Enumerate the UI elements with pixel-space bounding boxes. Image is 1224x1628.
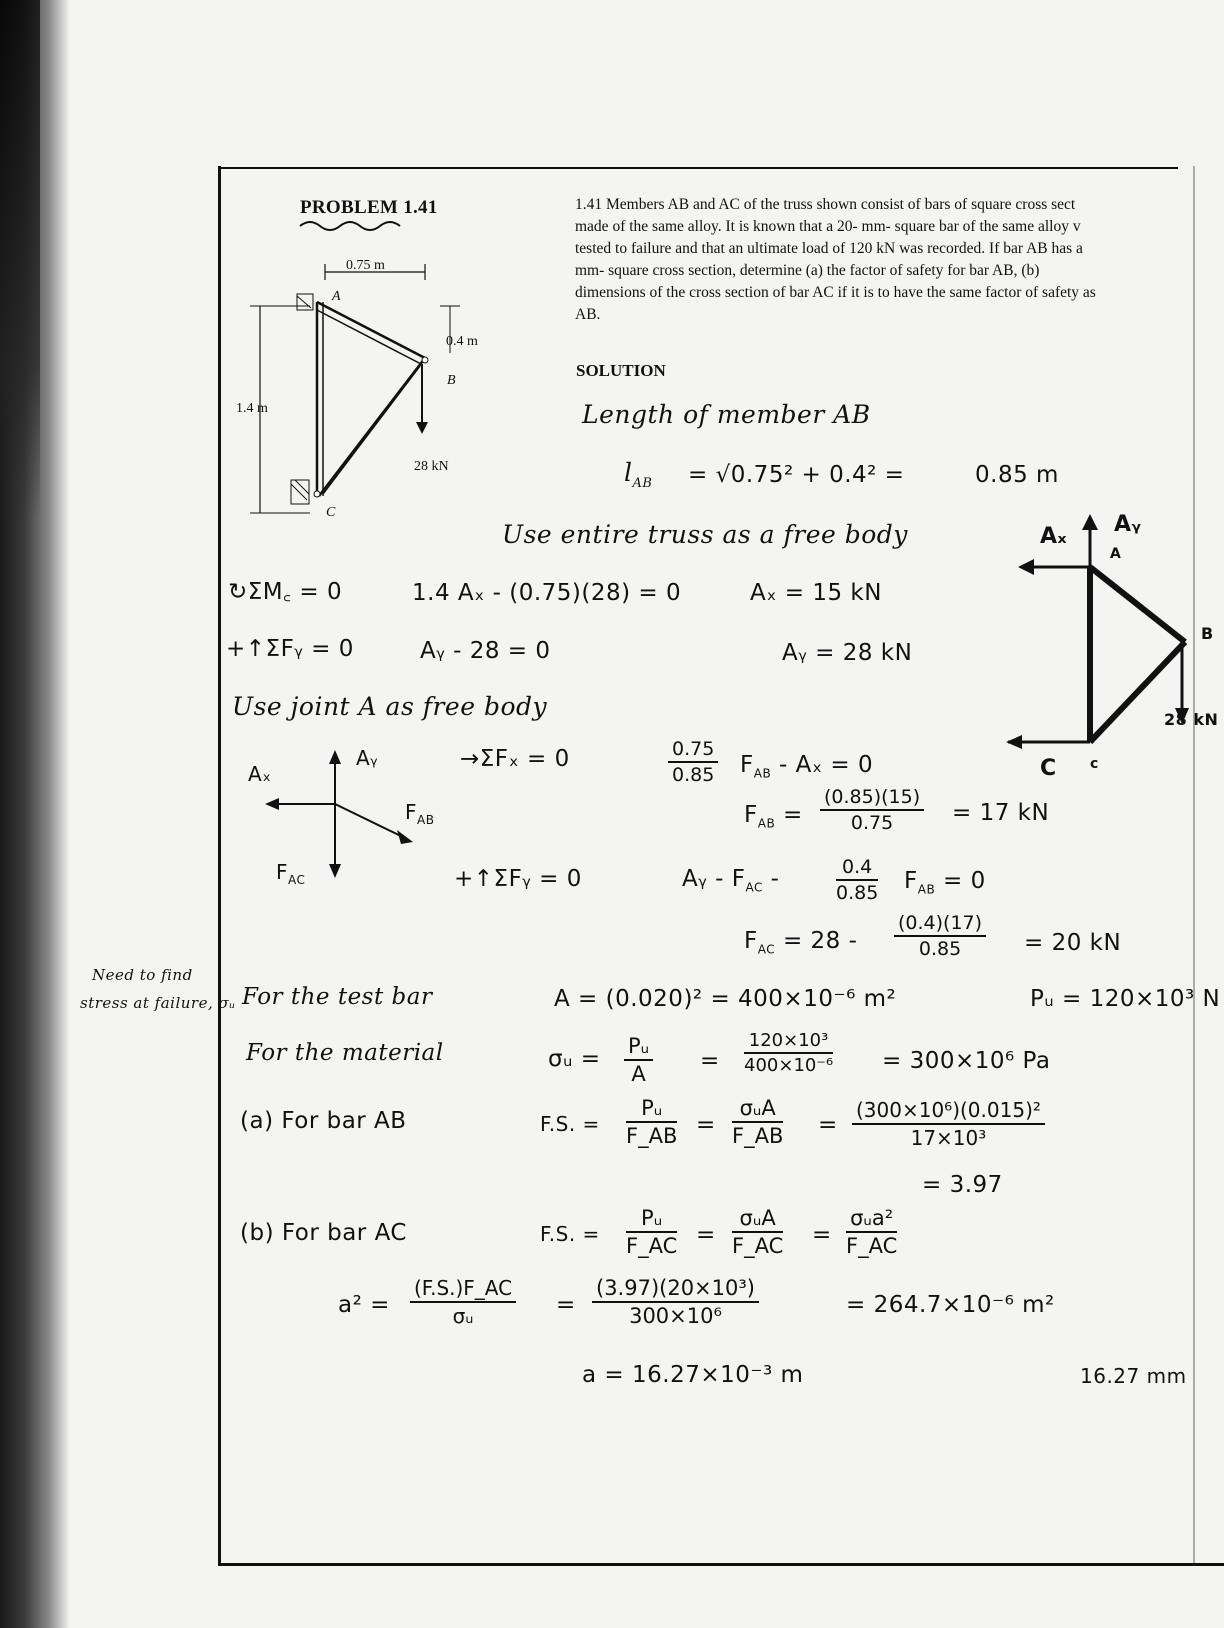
fbd-fac-sub: AC — [288, 873, 306, 887]
fraction-denominator: σᵤ — [452, 1304, 474, 1328]
fbd-fac-symbol: F — [276, 860, 289, 884]
fy2-tail — [904, 868, 986, 897]
problem-statement — [575, 194, 1224, 326]
a2-equals: = — [556, 1292, 576, 1318]
fraction-numerator: (F.S.)F_AC — [410, 1276, 516, 1303]
fac-fraction — [894, 912, 986, 960]
fy-expression: Aᵧ - 28 = 0 — [420, 638, 551, 664]
fraction-numerator: Pᵤ — [626, 1096, 677, 1123]
fbd2-c-force-label: C — [1040, 756, 1057, 781]
problem-title: PROBLEM 1.41 — [300, 197, 438, 218]
fs-a-label: F.S. = — [540, 1112, 600, 1136]
truss-figure — [225, 258, 485, 528]
fx-term-sub: AB — [753, 766, 772, 781]
fraction-numerator: σᵤa² — [846, 1206, 897, 1233]
sigma-fraction — [624, 1034, 653, 1086]
fraction-numerator: Pᵤ — [624, 1034, 653, 1061]
fraction-denominator: 0.85 — [918, 938, 962, 960]
fx-fraction — [668, 738, 718, 786]
sum-fy2-label: +↑ΣFᵧ = 0 — [454, 866, 582, 892]
fac-equals: = 28 - — [782, 928, 858, 954]
truss-fbd — [1010, 512, 1200, 742]
fbd2-a-label: A — [1110, 546, 1122, 562]
sigma-equals: = — [700, 1048, 720, 1074]
margin-note-line1: Need to find — [92, 966, 193, 984]
fraction-denominator: F_AC — [732, 1234, 784, 1258]
fraction-denominator: F_AC — [846, 1234, 898, 1258]
fab-fraction — [820, 786, 924, 834]
statement-line: made of the same alloy. It is known that a 20- mm- square bar of the same alloy v — [575, 218, 1081, 235]
sigma-lhs: σᵤ = — [548, 1046, 601, 1072]
margin-note-line2: stress at failure, σᵤ — [80, 994, 236, 1012]
fraction-numerator: (300×10⁶)(0.015)² — [852, 1098, 1045, 1125]
fbd-ax-label: Aₓ — [248, 762, 272, 786]
fraction-denominator: 400×10⁻⁶ — [744, 1055, 834, 1076]
fs-a-equals-2: = — [818, 1112, 838, 1138]
fab-lhs-symbol: F — [744, 802, 758, 828]
fraction-numerator: (0.85)(15) — [820, 786, 924, 811]
fs-b-equals-2: = — [812, 1222, 832, 1248]
fy2-expression — [682, 866, 779, 895]
test-bar-area: A = (0.020)² = 400×10⁻⁶ m² — [554, 986, 897, 1012]
fac-result: = 20 kN — [1024, 930, 1122, 956]
a2-lhs: a² = — [338, 1292, 390, 1318]
fbd2-load-label: 28 kN — [1164, 710, 1219, 729]
fab-result: = 17 kN — [952, 800, 1050, 826]
fs-a-fraction-2 — [732, 1096, 783, 1148]
fs-a-equals-1: = — [696, 1112, 716, 1138]
part-b-label: (b) For bar AC — [240, 1220, 407, 1246]
fraction-denominator: 0.85 — [672, 764, 715, 786]
fbd-fab-symbol: F — [405, 800, 418, 824]
point-b-label: B — [447, 373, 456, 388]
moment-equation-label: ↻ΣM꜀ = 0 — [228, 579, 343, 605]
a-mm-result: 16.27 mm — [1080, 1364, 1187, 1388]
fraction-denominator: F_AB — [732, 1124, 784, 1148]
dim-vertical-long-label: 1.4 m — [236, 401, 268, 416]
length-lhs-symbol: l — [624, 458, 633, 487]
fac-lhs-sub: AC — [757, 942, 776, 957]
title-underline-squiggle — [298, 218, 408, 232]
fraction-numerator: σᵤA — [732, 1096, 783, 1123]
load-label: 28 kN — [414, 459, 449, 474]
sum-fy-label: +↑ΣFᵧ = 0 — [226, 636, 354, 662]
fs-b-fraction-3 — [846, 1206, 897, 1258]
fraction-numerator: Pᵤ — [626, 1206, 677, 1233]
statement-line: dimensions of the cross section of bar AC if it is to have the same factor of safety as — [575, 284, 1096, 301]
a2-fraction-2 — [592, 1276, 759, 1328]
sum-fx-label: →ΣFₓ = 0 — [460, 746, 570, 772]
dim-vertical-short-label: 0.4 m — [446, 334, 478, 349]
fraction-denominator: A — [631, 1062, 646, 1086]
fs-b-fraction-2 — [732, 1206, 783, 1258]
moment-expression: 1.4 Aₓ - (0.75)(28) = 0 — [412, 580, 682, 606]
sigma-result: = 300×10⁶ Pa — [882, 1048, 1051, 1074]
fy2-tail-symbol: F — [904, 868, 918, 894]
frame-right-border — [1193, 166, 1195, 1566]
ay-result: Aᵧ = 28 kN — [782, 640, 913, 666]
length-lhs-sub: AB — [632, 476, 653, 491]
fraction-denominator: 300×10⁶ — [629, 1304, 722, 1328]
fab-lhs-sub: AB — [757, 816, 776, 831]
fraction-denominator: F_AC — [626, 1234, 678, 1258]
fy2-minus: - — [770, 866, 780, 892]
top-rule — [220, 167, 1178, 169]
frame-left-border — [218, 166, 221, 1566]
fbd-fac-label — [276, 860, 305, 887]
fraction-numerator: 120×10³ — [744, 1030, 833, 1054]
sigma-fraction-2 — [744, 1030, 833, 1076]
fab-equals: = — [783, 802, 803, 828]
fx-term — [740, 752, 873, 781]
a2-result: = 264.7×10⁻⁶ m² — [846, 1292, 1055, 1318]
fraction-numerator: 0.4 — [836, 856, 878, 881]
fraction-numerator: (0.4)(17) — [894, 912, 986, 937]
dim-horizontal-label: 0.75 m — [346, 258, 385, 273]
fs-a-fraction-3 — [852, 1098, 1045, 1150]
part-a-label: (a) For bar AB — [240, 1108, 407, 1134]
ax-result: Aₓ = 15 kN — [750, 580, 882, 606]
use-joint-note: Use joint A as free body — [232, 692, 548, 721]
a-result: a = 16.27×10⁻³ m — [582, 1362, 804, 1388]
fx-term-symbol: F — [740, 752, 754, 778]
fbd-fab-sub: AB — [417, 813, 435, 827]
point-a-label: A — [332, 289, 341, 304]
fbd2-ax-label: Aₓ — [1040, 524, 1068, 549]
fab-lhs — [744, 802, 803, 831]
fraction-denominator: 0.75 — [850, 812, 894, 834]
point-c-label: C — [326, 505, 336, 520]
statement-line: AB. — [575, 306, 601, 323]
length-equation: = √0.75² + 0.4² = — [688, 462, 905, 488]
test-bar-label: For the test bar — [242, 984, 433, 1010]
fy2-fraction — [836, 856, 878, 904]
fraction-numerator: σᵤA — [732, 1206, 783, 1233]
fac-lhs-symbol: F — [744, 928, 758, 954]
fy2-end: = 0 — [943, 868, 986, 894]
material-label: For the material — [246, 1040, 444, 1066]
fbd-fab-label — [405, 800, 434, 827]
fs-a-result: = 3.97 — [922, 1172, 1003, 1198]
frame-bottom-border — [218, 1563, 1224, 1566]
statement-line: tested to failure and that an ultimate load of 120 kN was recorded. If bar AB has a — [575, 240, 1083, 257]
fraction-denominator: 0.85 — [836, 882, 879, 904]
fy2-expression-text: Aᵧ - F — [682, 866, 746, 892]
scan-shadow-top — [0, 0, 40, 520]
fx-term-tail: - Aₓ = 0 — [779, 752, 874, 778]
fbd2-b-label: B — [1201, 624, 1214, 643]
length-result: 0.85 m — [975, 462, 1059, 488]
fraction-denominator: 17×10³ — [910, 1126, 987, 1150]
solution-heading: SOLUTION — [576, 361, 666, 380]
fraction-numerator: (3.97)(20×10³) — [592, 1276, 759, 1303]
test-bar-load: Pᵤ = 120×10³ N — [1030, 986, 1221, 1012]
statement-line: 1.41 Members AB and AC of the truss shown consist of bars of square cross sect — [575, 196, 1076, 213]
fraction-numerator: 0.75 — [668, 738, 718, 763]
fs-b-equals-1: = — [696, 1222, 716, 1248]
a2-fraction-1 — [410, 1276, 516, 1328]
length-lhs — [624, 458, 652, 491]
fs-b-label: F.S. = — [540, 1222, 600, 1246]
statement-line: mm- square cross section, determine (a) the factor of safety for bar AB, (b) — [575, 262, 1040, 279]
fy2-tail-sub: AB — [917, 882, 936, 897]
fbd2-c-label: c — [1090, 756, 1099, 772]
fraction-denominator: F_AB — [626, 1124, 678, 1148]
fs-a-fraction-1 — [626, 1096, 677, 1148]
fy2-expression-sub: AC — [745, 880, 763, 895]
fbd-ay-label: Aᵧ — [356, 746, 379, 770]
use-truss-note: Use entire truss as a free body — [502, 520, 908, 549]
fs-b-fraction-1 — [626, 1206, 677, 1258]
fbd2-ay-label: Aᵧ — [1114, 512, 1142, 537]
fac-lhs — [744, 928, 857, 957]
length-heading: Length of member AB — [582, 400, 871, 429]
